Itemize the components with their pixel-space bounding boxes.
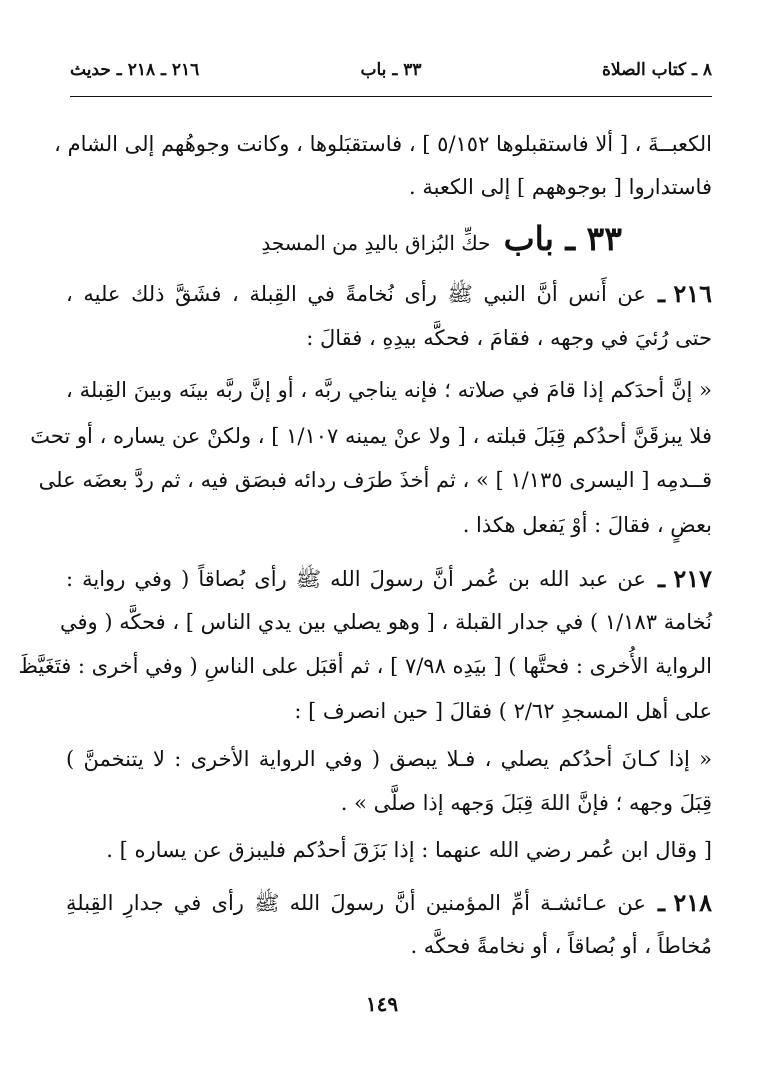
header-rule [70, 96, 712, 97]
text-line: حتى رُئيَ في وجهه ، فقامَ ، فحكَّه بيدِهِ ، فقالَ : [306, 326, 712, 350]
text-line: قِبَلَ وجهه ؛ فإنَّ اللهَ قِبَلَ وَجهه إذا صلَّى » . [340, 791, 712, 815]
hadith-number: ٢١٦ ـ [657, 279, 712, 308]
text-line: قــدمِه [ اليسرى ١/١٣٥ ] » ، ثم أخذَ طرَف ردائه فبصَق فيه ، ثم ردَّ بعضَه على [38, 468, 712, 492]
running-header [70, 60, 712, 90]
chapter-heading [261, 219, 622, 265]
hadith-number: ٢١٧ ـ [657, 564, 712, 593]
text-line: « إذا كـانَ أحدُكم يصلي ، فـلا يبصق ( وفي الرواية الأخرى : لا يتنخمنَّ ) [66, 747, 712, 771]
text-line: الرواية الأُخرى : فحتَّها ) [ بيَدِه ٧/٩٨ ] ، ثم أقبَل على الناسِ ( وفي أخرى : فتَغَيَّظَ [18, 654, 712, 678]
text-line: الكعبــةَ ، [ ألا فاستقبلوها ٥/١٥٢ ] ، فاستقبَلوها ، وكانت وجوهُهم إلى الشام ، [54, 132, 712, 156]
hadith-number: ٢١٨ ـ [657, 888, 712, 917]
text-line: عن عبد الله بن عُمر أنَّ رسولَ الله ﷺ رأى بُصاقاً ( وفي رواية : [66, 567, 646, 591]
text-line: مُخاطاً ، أو بُصاقاً ، أو نخامةً فحكَّه . [410, 934, 712, 958]
text-line: « إنَّ أحدَكم إذا قامَ في صلاته ؛ فإنه يناجي ربَّه ، أو إنَّ ربَّه بينَه وبينَ القِبلة ، [66, 378, 712, 402]
text-line: عن أَنس أنَّ النبي ﷺ رأى نُخامةً في القِبلة ، فشَقَّ ذلك عليه ، [66, 282, 646, 306]
text-line: عن عـائشـة أمِّ المؤمنين أنَّ رسولَ الله ﷺ رأى في جدارِ القِبلةِ [66, 891, 646, 915]
text-line: [ وقال ابن عُمر رضي الله عنهما : إذا بَزَقَ أحدُكم فليبزق عن يساره ] . [106, 838, 712, 862]
text-line: فلا يبزقَنَّ أحدُكم قِبَلَ قبلته ، [ ولا عنْ يمينه ١/١٠٧ ] ، ولكنْ عن يساره ، أو تحتَ [30, 424, 712, 448]
header-hadith-range: ٢١٦ ـ ٢١٨ ـ حديث [70, 60, 200, 80]
hadith-218-first-line [66, 885, 712, 921]
page-number: ١٤٩ [365, 992, 399, 1016]
header-book-title: ٨ ـ كتاب الصلاة [602, 60, 712, 80]
text-line: على أهل المسجدِ ٢/٦٢ ) فقالَ [ حين انصرف ] : [294, 699, 712, 723]
text-line: نُخامة ١/١٨٣ ) في جدار القبلة ، [ وهو يصلي بين يدي الناس ] ، فحكَّه ( وفي [59, 610, 712, 634]
chapter-label: ٣٣ ـ باب [503, 219, 622, 258]
header-chapter: ٣٣ ـ باب [360, 60, 422, 80]
chapter-title: حكِّ البُزاق باليدِ من المسجدِ [261, 231, 491, 255]
text-line: بعضٍ ، فقالَ : أوْ يَفعل هكذا . [462, 513, 712, 537]
hadith-216-first-line [66, 276, 712, 312]
hadith-217-first-line [66, 561, 712, 597]
text-line: فاستداروا [ بوجوههم ] إلى الكعبة . [408, 175, 712, 199]
